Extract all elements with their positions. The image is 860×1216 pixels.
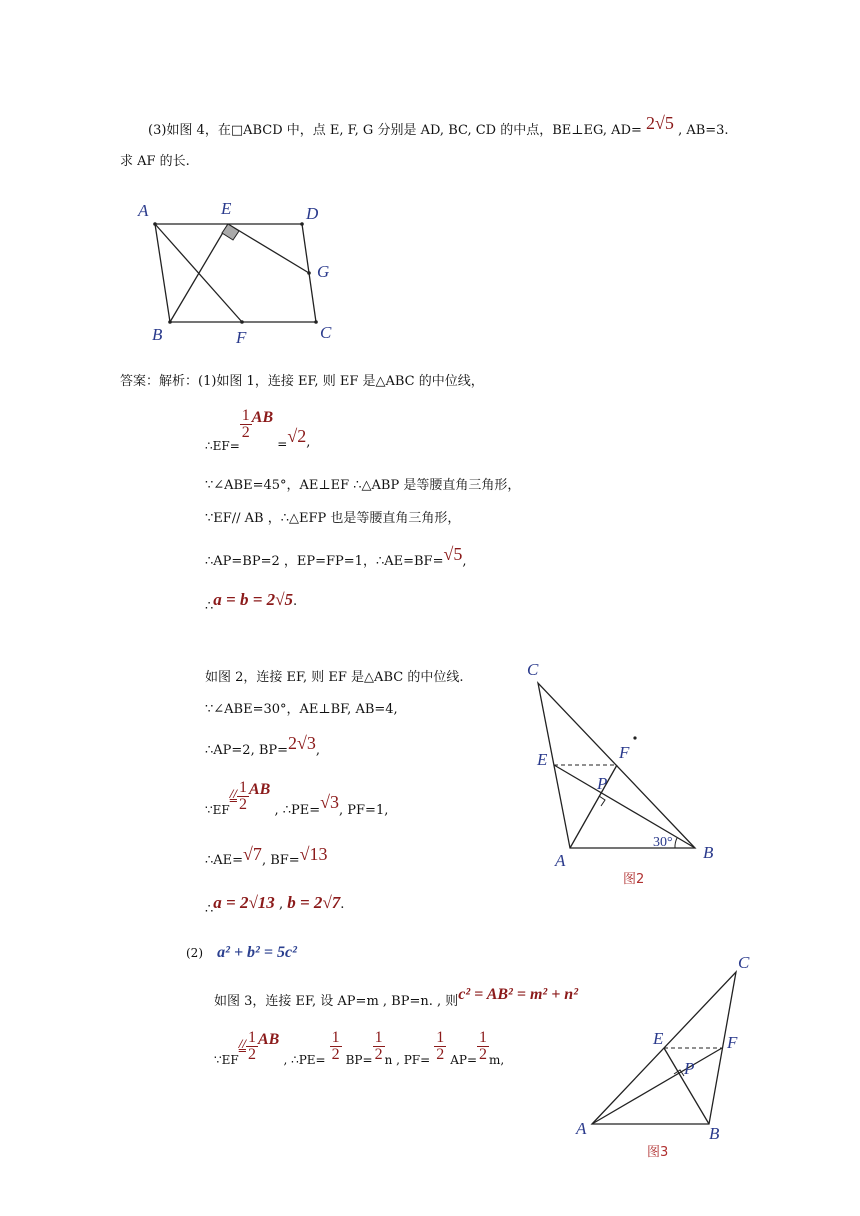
p2l5-mid: , xyxy=(274,897,288,912)
part2-intro: 如图 2，连接 EF, 则 EF 是△ABC 的中位线. xyxy=(205,670,464,685)
p2l4-prefix: ∴AE= xyxy=(205,853,244,868)
l1-prefix: ∴EF= xyxy=(205,439,240,453)
p2l3-prefix: ∵EF xyxy=(205,803,230,817)
answer-line5 xyxy=(205,590,298,614)
right-angle-mark xyxy=(599,796,605,806)
p3l2-prefix: ∵EF xyxy=(214,1053,239,1067)
p3l2-f5n: 1 xyxy=(479,1029,487,1046)
p2l3-frac-den: 2 xyxy=(238,796,247,813)
answer-line1 xyxy=(205,407,311,453)
right-angle-mark xyxy=(222,224,239,240)
part3-line1 xyxy=(214,984,578,1009)
label-a: A xyxy=(138,201,149,220)
part2-line4 xyxy=(205,844,328,869)
p3l2-f1n: 1 xyxy=(247,1029,256,1046)
label-c: C xyxy=(320,323,332,342)
answer-line2: ∵∠ABE=45°，AE⊥EF ∴△ABP 是等腰直角三角形， xyxy=(205,478,521,493)
label-p: P xyxy=(684,1059,695,1078)
p3l2-f1d: 2 xyxy=(247,1046,256,1063)
label-p: P xyxy=(597,774,608,793)
label-b: B xyxy=(152,325,163,344)
p2l3-ab: AB xyxy=(248,781,271,798)
p3l2-f4n: 1 xyxy=(436,1029,445,1046)
l4-prefix: ∴AP=BP=2 ，EP=FP=1，∴AE=BF= xyxy=(205,554,444,569)
p2l3-end: , PF=1, xyxy=(339,803,389,818)
l1-val: √2 xyxy=(287,426,307,446)
l5-expr: a = b = 2√5 xyxy=(213,590,293,609)
p2l3-fraction xyxy=(237,780,249,813)
l1-frac-den: 2 xyxy=(241,424,250,441)
p2l5-end: . xyxy=(340,897,345,912)
p3l2-f3d: 2 xyxy=(374,1046,383,1063)
problem3-line1 xyxy=(148,113,729,139)
p2l3-mid: , ∴PE= xyxy=(274,803,321,818)
label-a: A xyxy=(555,851,566,870)
l1-eq: = xyxy=(277,437,288,451)
p3l2-f4d: 2 xyxy=(436,1046,445,1063)
answer-line3: ∵EF// AB ，∴△EFP 也是等腰直角三角形， xyxy=(205,511,461,526)
p3l2-f2d: 2 xyxy=(331,1046,340,1063)
l1-end: , xyxy=(306,435,311,450)
p2l5-expr1: a = 2√13 xyxy=(213,893,275,912)
l4-end: , xyxy=(462,554,467,569)
p3l2-mid1: , ∴PE= xyxy=(283,1053,326,1067)
part3-formula: a² + b² = 5c² xyxy=(217,944,297,961)
label-c: C xyxy=(527,660,539,679)
label-g: G xyxy=(317,262,330,281)
l1-frac-num: 1 xyxy=(241,407,250,424)
part3-line2 xyxy=(214,1029,505,1067)
p2l4-mid: , BF= xyxy=(261,853,300,868)
label-c: C xyxy=(738,953,750,972)
problem3-text: (3)如图 4，在□ABCD 中，点 E, F, G 分别是 AD, BC, CD 的中点，BE⊥EG, AD= xyxy=(148,123,642,138)
figure-4 xyxy=(130,195,350,350)
p3l2-end: m, xyxy=(489,1053,505,1067)
p2l3-frac-num: 1 xyxy=(238,779,247,796)
p2l5-expr2: b = 2√7 xyxy=(287,893,341,912)
l4-val: √5 xyxy=(443,544,463,564)
label-a: A xyxy=(576,1119,587,1138)
p3l2-frac1 xyxy=(246,1030,258,1063)
p2l3-sym: // xyxy=(229,786,237,801)
answer-intro: 答案：解析：(1)如图 1，连接 EF, 则 EF 是△ABC 的中位线， xyxy=(120,374,484,389)
part2-line5 xyxy=(205,893,345,917)
angle-arc xyxy=(675,838,677,848)
problem3-line2: 求 AF 的长. xyxy=(120,154,190,169)
l1-ab: AB xyxy=(251,409,274,426)
l1-fraction xyxy=(240,408,252,441)
answer-line4 xyxy=(205,544,467,570)
p3l2-f3n: 1 xyxy=(374,1029,383,1046)
p3l2-frac3 xyxy=(373,1030,385,1063)
p3l2-mid3: n , PF= xyxy=(384,1053,431,1067)
l5-end: . xyxy=(293,594,298,609)
ad-value: 2√5 xyxy=(646,113,674,133)
label-e: E xyxy=(653,1029,664,1048)
angle-label: 30° xyxy=(653,835,673,850)
p3l2-frac2 xyxy=(330,1030,342,1063)
segment-af xyxy=(570,765,617,848)
p2l2-end: , xyxy=(315,743,321,758)
p3l2-frac5 xyxy=(477,1030,489,1063)
label-d: D xyxy=(306,204,319,223)
p3l2-sym: // xyxy=(238,1036,246,1051)
p2l4-val2: √13 xyxy=(299,844,328,864)
part2-line1: ∵∠ABE=30°，AE⊥BF, AB=4, xyxy=(205,702,398,717)
part2-line2 xyxy=(205,733,321,759)
figure-3 xyxy=(570,950,770,1165)
part3-num: (2) xyxy=(186,946,203,960)
part2-line3 xyxy=(205,779,389,818)
p3l1-expr: c² = AB² = m² + n² xyxy=(458,986,578,1003)
label-b: B xyxy=(703,843,714,862)
label-f: F xyxy=(727,1033,738,1052)
label-e: E xyxy=(537,750,548,769)
p2l2-val: 2√3 xyxy=(288,733,316,753)
label-b: B xyxy=(709,1124,720,1143)
p2l5-prefix: ∴ xyxy=(205,902,214,917)
l5-prefix: ∴ xyxy=(205,599,214,614)
figure-3-caption: 图3 xyxy=(647,1145,669,1160)
label-e: E xyxy=(221,199,232,218)
p3l2-ab: AB xyxy=(257,1031,280,1048)
stray-dot xyxy=(633,736,636,739)
label-f: F xyxy=(619,743,630,762)
p2l4-val1: √7 xyxy=(243,844,262,864)
p3l2-mid2: BP= xyxy=(345,1053,373,1067)
segment-be xyxy=(554,765,695,848)
p3l2-frac4 xyxy=(434,1030,446,1063)
p3l2-f5d: 2 xyxy=(479,1046,487,1063)
figure-2-caption: 图2 xyxy=(623,872,645,887)
segment-be xyxy=(170,224,228,322)
p3l2-mid4: AP= xyxy=(450,1053,477,1067)
figure-2 xyxy=(515,655,730,890)
p3l1-prefix: 如图 3，连接 EF, 设 AP=m , BP=n. , 则 xyxy=(214,994,459,1009)
p2l3-val: √3 xyxy=(320,792,340,812)
ab-text: , AB=3. xyxy=(678,123,729,138)
p3l2-f2n: 1 xyxy=(331,1029,340,1046)
segment-eg xyxy=(228,224,309,273)
label-f: F xyxy=(236,328,247,347)
p2l2-prefix: ∴AP=2, BP= xyxy=(205,743,289,758)
part3-head xyxy=(186,944,297,962)
